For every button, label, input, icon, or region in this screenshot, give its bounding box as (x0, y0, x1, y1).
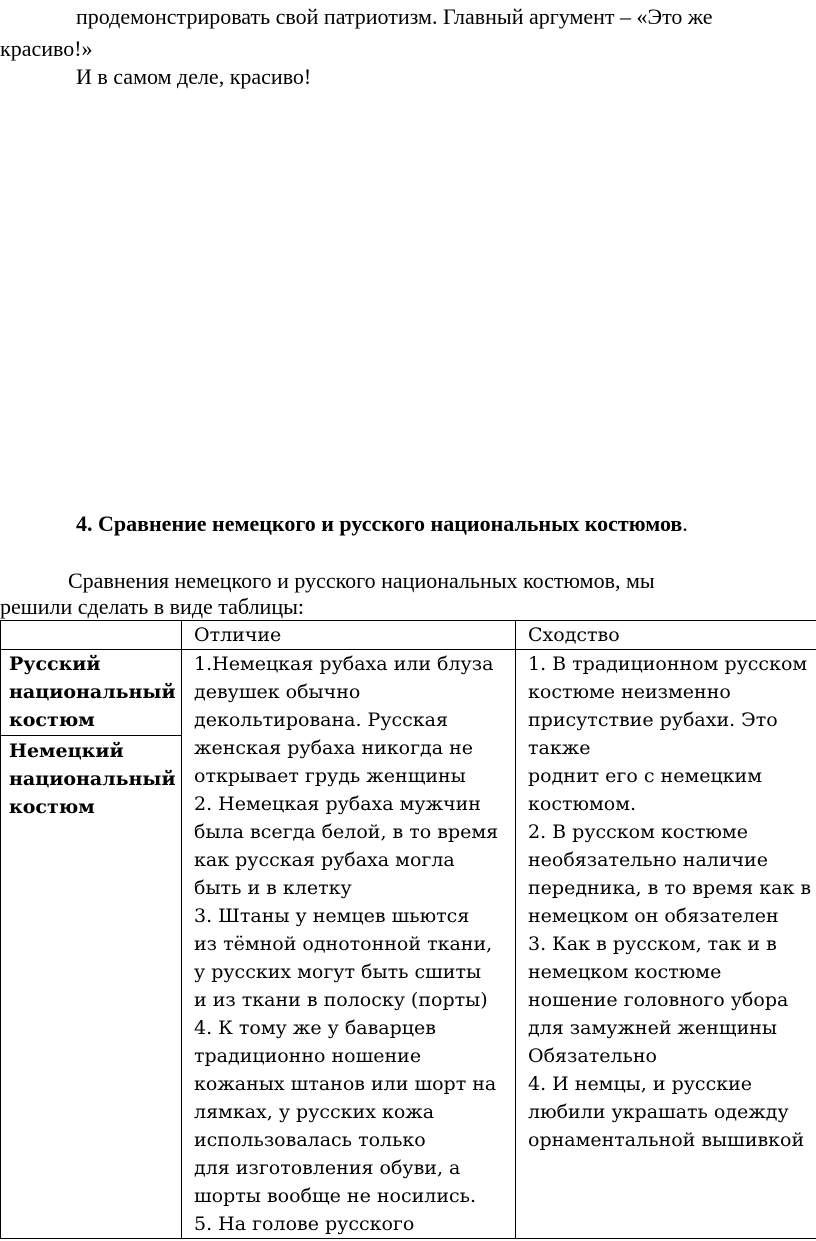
cell-text-line: 4. К тому же у баварцев (194, 1017, 436, 1039)
header-cell-similarities: Сходство (516, 621, 816, 650)
cell-text-line: необязательно наличие (528, 849, 768, 871)
cell-text-line: открывает грудь женщины (194, 765, 466, 787)
label-line: Русский (9, 653, 101, 675)
cell-text-line: женская рубаха никогда не (194, 737, 474, 759)
section-heading-period: . (682, 511, 688, 536)
cell-text-line: передника, в то время как в (528, 877, 812, 899)
cell-text-line: традиционно ношение (194, 1045, 422, 1067)
paragraph: И в самом деле, красиво! (76, 64, 312, 89)
cell-text-line: 3. Как в русском, так и в (528, 933, 777, 955)
cell-text-line: 2. Немецкая рубаха мужчин (194, 793, 481, 815)
cell-text-line: 5. На голове русского (194, 1213, 415, 1235)
label-line: национальный (9, 681, 176, 703)
cell-text-line: орнаментальной вышивкой (528, 1129, 805, 1151)
cell-text-line: также (528, 737, 591, 759)
cell-text-line: быть и в клетку (194, 877, 352, 899)
cell-text-line: кожаных штанов или шорт на (194, 1073, 497, 1095)
cell-text-line: 2. В русском костюме (528, 821, 748, 843)
cell-text-line: для изготовления обуви, а (194, 1157, 461, 1179)
cell-text-line: девушек обычно (194, 681, 361, 703)
table-row (1, 650, 816, 1239)
russian-costume-label (1, 650, 182, 736)
cell-text-line: любили украшать одежду (528, 1101, 789, 1123)
label-line: костюм (9, 796, 95, 818)
cell-text-line: 1. В традиционном русском (528, 653, 808, 675)
cell-text-line: присутствие рубахи. Это (528, 709, 778, 731)
cell-text-line: из тёмной однотонной ткани, (194, 933, 493, 955)
table-header-row (1, 621, 816, 650)
label-line: Немецкий (9, 740, 124, 762)
header-cell-empty (1, 621, 182, 650)
cell-text-line: костюме неизменно (528, 681, 731, 703)
cell-text-line: шорты вообще не носились. (194, 1185, 477, 1207)
cell-text-line: использовалась только (194, 1129, 426, 1151)
cell-text-line: ношение головного убора (528, 989, 789, 1011)
row-labels-cell (1, 650, 182, 1239)
cell-text-line: 3. Штаны у немцев шьются (194, 905, 470, 927)
cell-text-line: Обязательно (528, 1045, 657, 1067)
intro-line: решили сделать в виде таблицы: (0, 594, 304, 619)
similarities-cell (516, 650, 816, 1239)
differences-cell (182, 650, 516, 1239)
cell-text-line: была всегда белой, в то время (194, 821, 499, 843)
label-line: национальный (9, 768, 176, 790)
header-cell-differences: Отличие (182, 621, 516, 650)
section-heading (76, 510, 688, 538)
paragraph-line: продемонстрировать свой патриотизм. Главный аргумент – «Это же (76, 4, 713, 29)
cell-text-line: как русская рубаха могла (194, 849, 455, 871)
cell-text-line: 1.Немецкая рубаха или блуза (194, 653, 494, 675)
cell-text-line: у русских могут быть сшиты (194, 961, 482, 983)
cell-text-line: 4. И немцы, и русские (528, 1073, 752, 1095)
section-heading-text: 4. Сравнение немецкого и русского национальных костюмов (76, 511, 683, 536)
cell-text-line: костюмом. (528, 793, 637, 815)
label-line: костюм (9, 709, 95, 731)
paragraph-line: красиво!» (0, 36, 93, 61)
german-costume-label (9, 736, 181, 821)
comparison-table (0, 620, 816, 1239)
cell-text-line: декольтирована. Русская (194, 709, 448, 731)
cell-text-line: для замужней женщины (528, 1017, 778, 1039)
cell-text-line: и из ткани в полоску (порты) (194, 989, 488, 1011)
cell-text-line: немецком он обязателен (528, 905, 779, 927)
cell-text-line: роднит его с немецким (528, 765, 763, 787)
cell-text-line: немецком костюме (528, 961, 722, 983)
cell-text-line: лямках, у русских кожа (194, 1101, 435, 1123)
intro-line: Сравнения немецкого и русского национальных костюмов, мы (68, 568, 655, 593)
